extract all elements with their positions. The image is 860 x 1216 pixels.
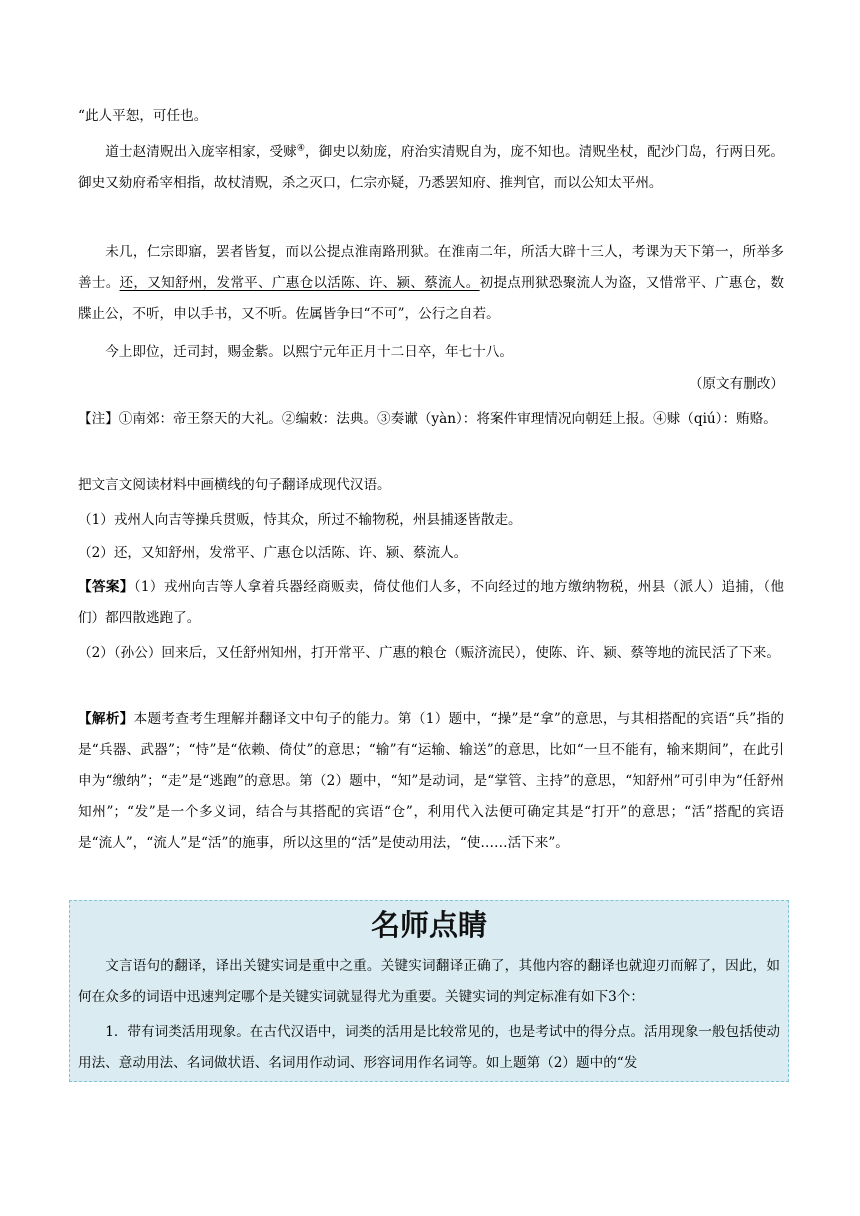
underlined-sentence: 还，又知舒州，发常平、广惠仓以活陈、许、颍、蔡流人。 <box>119 275 480 291</box>
explanation <box>78 704 784 859</box>
answer-label: 【答案】 <box>78 579 134 595</box>
paragraph-text: ，御史以劾庞，府治实清贶自为，庞不知也。清贶坐杖，配沙门岛，行两日死。御史又劾府希宰相指，故杖清贶，杀之灭口，仁宗亦疑，乃悉罢知府、推判官，而以公知太平州。 <box>78 144 784 191</box>
answer-1 <box>78 572 784 634</box>
box-title: 名师点睛 <box>370 908 487 942</box>
paragraph-conclusion: 今上即位，迁司封，赐金紫。以熙宁元年正月十二日卒，年七十八。 <box>105 344 513 360</box>
annotation-note: 【注】①南郊：帝王祭天的大礼。②编敕：法典。③奏谳（yàn）：将案件审理情况向朝廷上报。④赇（qiú）：贿赂。 <box>78 411 777 427</box>
paragraph-huainan <box>78 237 784 330</box>
teacher-tips-box <box>69 900 789 1082</box>
answer-text: （1）戎州向吉等人拿着兵器经商贩卖，倚仗他们人多，不向经过的地方缴纳物税，州县（派人）追捕，（他们）都四散逃跑了。 <box>78 579 785 626</box>
box-paragraph-2: 1．带有词类活用现象。在古代汉语中，词类的活用是比较常见的，也是考试中的得分点。活用现象一般包括使动用法、意动用法、名词做状语、名词用作动词、形容词用作名词等。如上题第（2）题中的“发 <box>78 1024 780 1071</box>
explanation-label: 【解析】 <box>78 711 134 727</box>
task-instruction: 把文言文阅读材料中画横线的句子翻译成现代汉语。 <box>78 477 391 493</box>
paragraph-zhao-qingkuang <box>78 137 784 199</box>
box-paragraph-1: 文言语句的翻译，译出关键实词是重中之重。关键实词翻译正确了，其他内容的翻译也就迎刃而解了，因此，如何在众多的词语中迅速判定哪个是关键实词就显得尤为重要。关键实词的判定标准有如下3个： <box>78 958 780 1005</box>
paragraph-text: 初提点刑狱恐聚流人为盗，又惜常平、广惠仓，数牒止公，不听，申以手书，又不听。佐属皆争曰“不可”，公行之自若。 <box>78 275 785 322</box>
paragraph-text: 道士赵清贶出入庞宰相家，受赇 <box>105 144 297 160</box>
text-line-opening: “此人平恕，可任也。 <box>78 108 208 124</box>
explanation-text: 本题考查考生理解并翻译文中句子的能力。第（1）题中，“操”是“拿”的意思，与其相搭配的宾语“兵”指的是“兵器、武器”；“恃”是“依赖、倚仗”的意思；“输”有“运输、输送”的意思，比如“一旦不能有，输来期间”，在此引申为“缴纳”；“走”是“逃跑”的意思。第（2）题中，“知”是动词，是“掌管、主持”的意思，“知舒州”可引申为“任舒州知州”；“发”是一个多义词，结合与其搭配的宾语“仓”，利用代入法便可确定其是“打开”的意思；“活”搭配的宾语是“流人”，“流人”是“活”的施事，所以这里的“活”是使动用法，“使……活下来”。 <box>78 711 785 851</box>
question-1: （1）戎州人向吉等操兵贯贩，恃其众，所过不输物税，州县捕逐皆散走。 <box>78 512 522 528</box>
question-2: （2）还，又知舒州，发常平、广惠仓以活陈、许、颍、蔡流人。 <box>78 545 468 561</box>
answer-2: （2）（孙公）回来后，又任舒州知州，打开常平、广惠的粮仓（赈济流民），使陈、许、颍、蔡等地的流民活了下来。 <box>78 645 780 661</box>
source-note: （原文有删改） <box>688 376 784 392</box>
paragraph-text: 未几，仁宗即寤，罢者皆复，而以公提点淮南路刑狱。在淮南二年，所活大辟十三人，考课为天下第一，所举多善士。 <box>78 244 784 291</box>
footnote-marker: ④ <box>296 143 305 154</box>
